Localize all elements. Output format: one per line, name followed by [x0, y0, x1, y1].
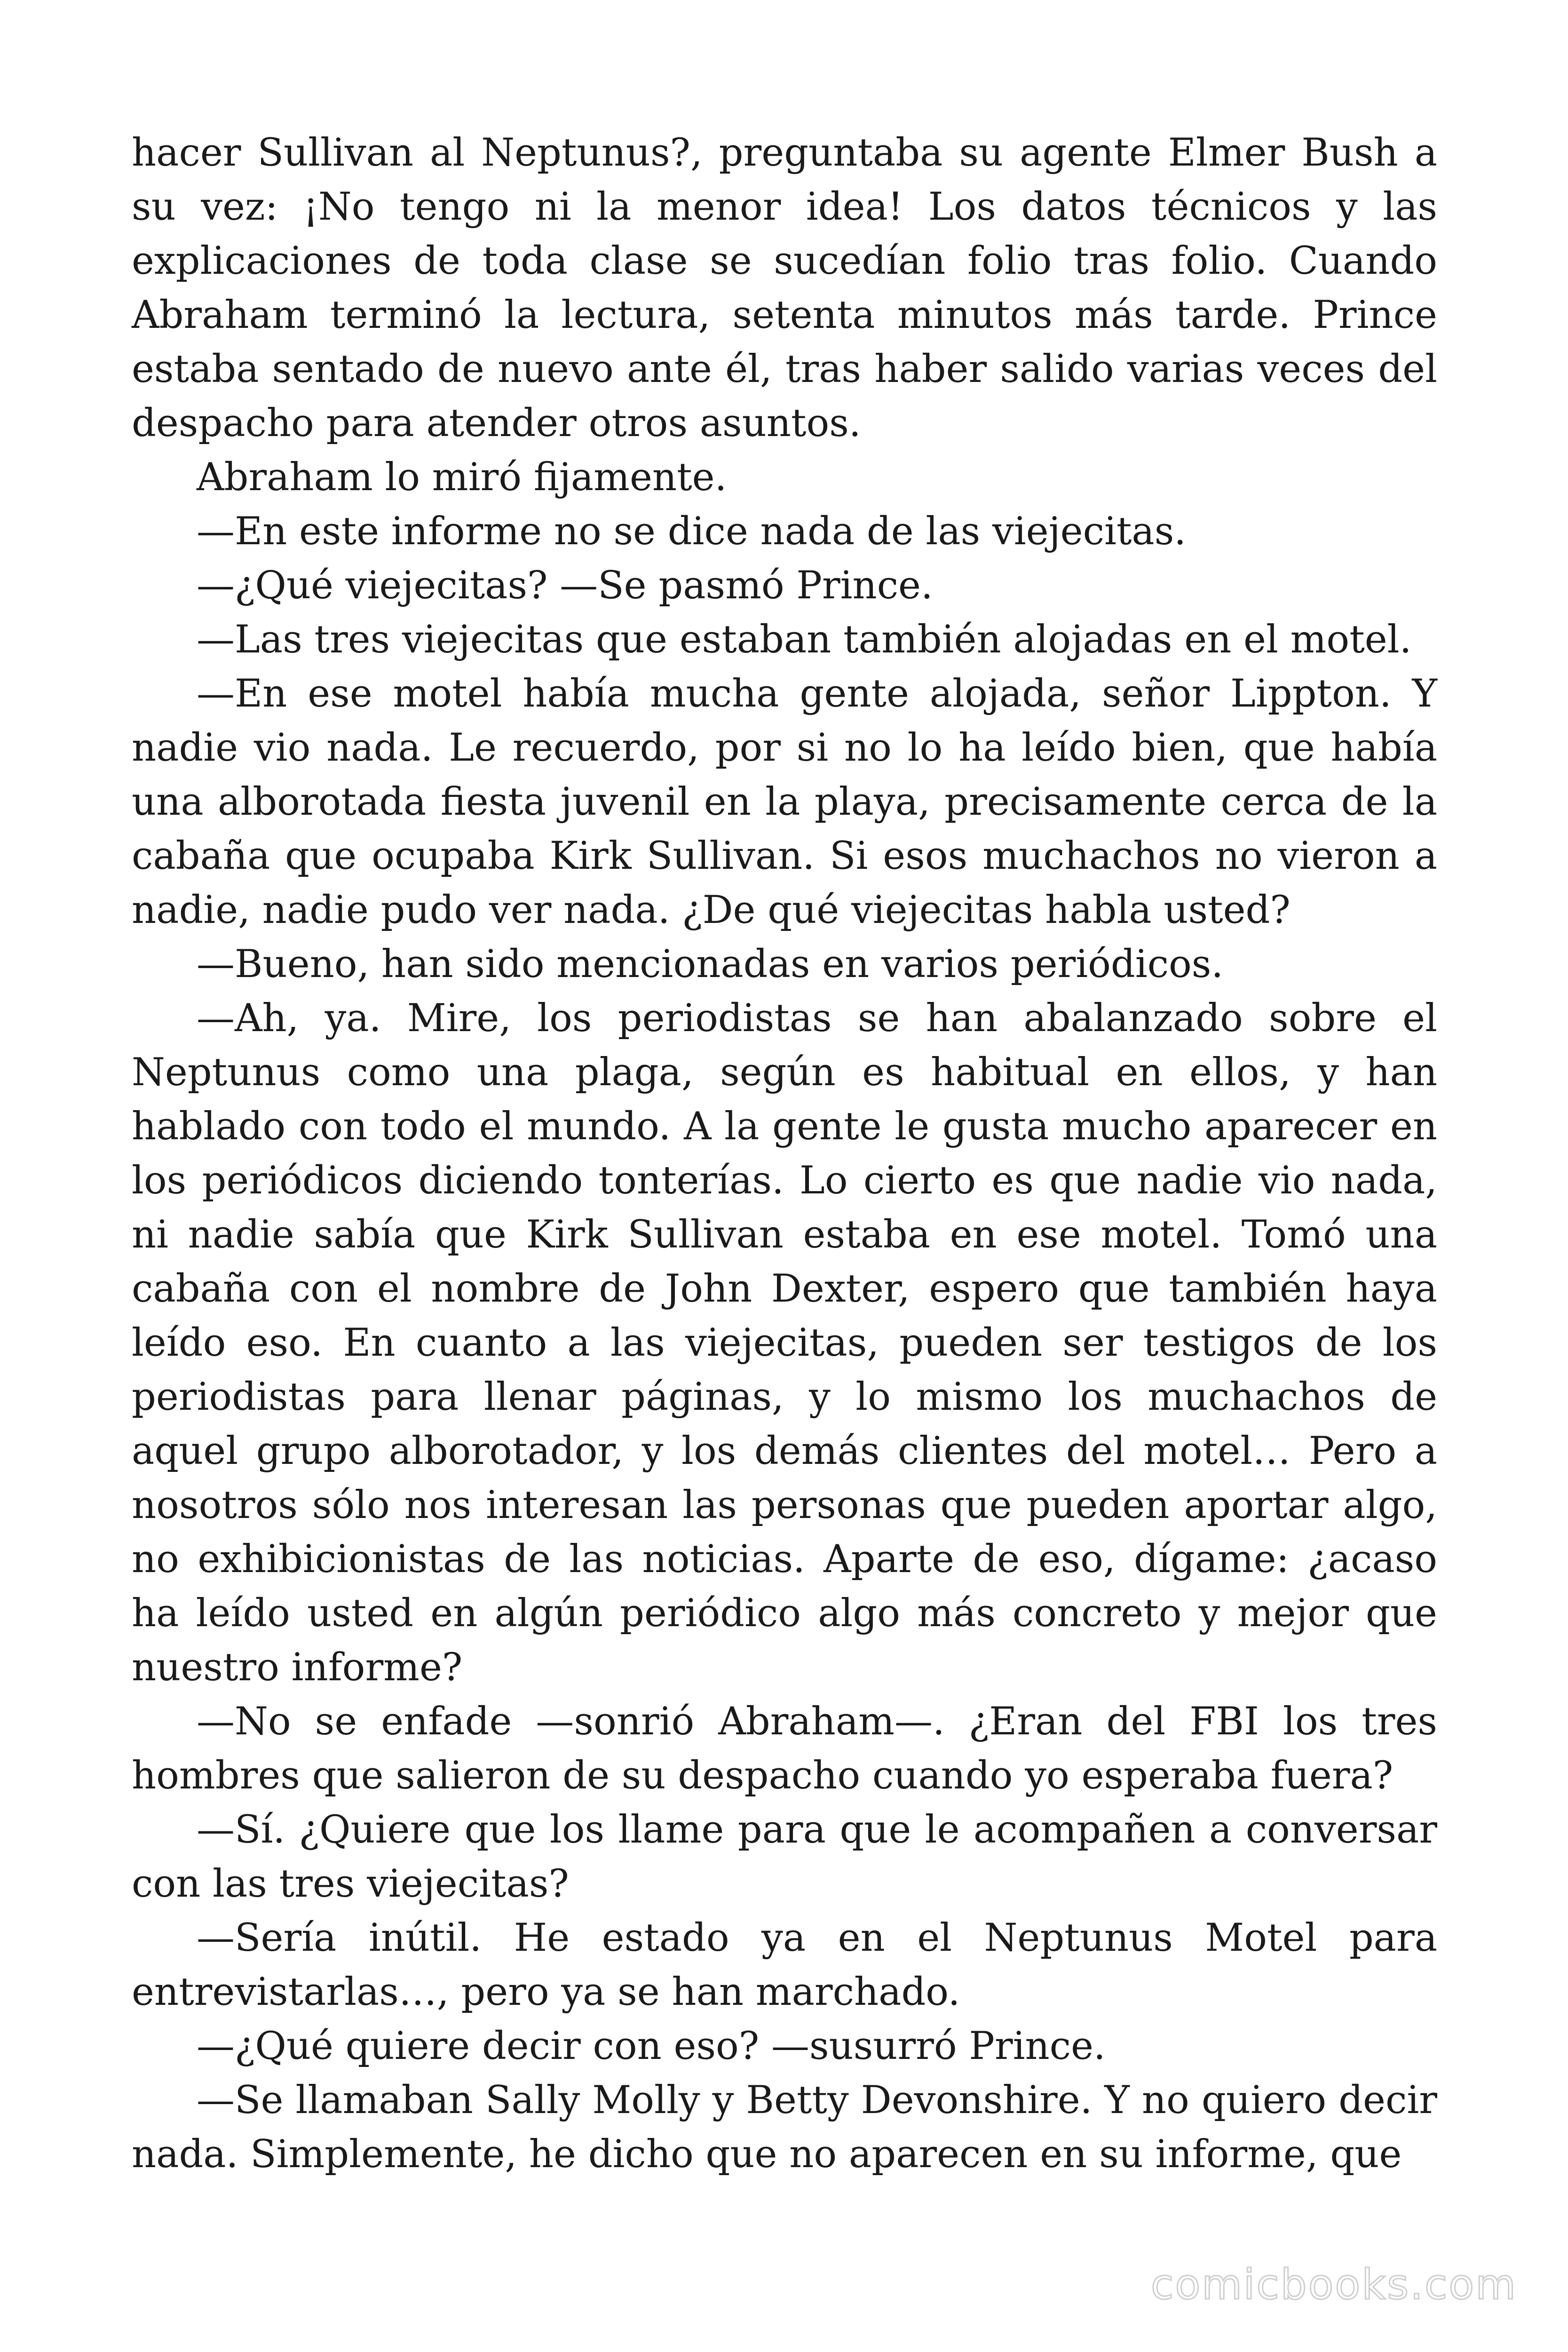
paragraph: —Sería inútil. He estado ya en el Neptunus Motel para entrevistarlas…, pero ya se han marchado. — [132, 1916, 1437, 2014]
paragraph: —Sí. ¿Quiere que los llame para que le acompañen a conversar con las tres viejecitas? — [132, 1808, 1437, 1906]
paragraph: —Se llamaban Sally Molly y Betty Devonshire. Y no quiero decir nada. Simplemente, he dicho que no aparecen en su informe, que — [132, 2078, 1437, 2177]
paragraph: —Ah, ya. Mire, los periodistas se han abalanzado sobre el Neptunus como una plaga, según es habitual en ellos, y han hablado con todo el mundo. A la gente le gusta mucho aparecer en los periódicos diciendo tonterías. Lo cierto es que nadie vio nada, ni nadie sabía que Kirk Sullivan estaba en ese motel. Tomó una cabaña con el nombre de John Dexter, espero que también haya leído eso. En cuanto a las viejecitas, pueden ser testigos de los periodistas para llenar páginas, y lo mismo los muchachos de aquel grupo alborotador, y los demás clientes del motel… Pero a nosotros sólo nos interesan las personas que pueden aportar algo, no exhibicionistas de las noticias. Aparte de eso, dígame: ¿acaso ha leído usted en algún periódico algo más concreto y mejor que nuestro informe? — [132, 996, 1437, 1690]
paragraph: —No se enfade —sonrió Abraham—. ¿Eran del FBI los tres hombres que salieron de su despacho cuando yo esperaba fuera? — [132, 1700, 1437, 1798]
paragraph: —En ese motel había mucha gente alojada, señor Lippton. Y nadie vio nada. Le recuerdo, por si no lo ha leído bien, que había una alborotada fiesta juvenil en la playa, precisamente cerca de la cabaña que ocupaba Kirk Sullivan. Si esos muchachos no vieron a nadie, nadie pudo ver nada. ¿De qué viejecitas habla usted? — [132, 672, 1437, 932]
paragraph: Abraham lo miró fijamente. — [197, 455, 727, 500]
paragraph: —En este informe no se dice nada de las viejecitas. — [197, 509, 1187, 554]
paragraph: —Las tres viejecitas que estaban también alojadas en el motel. — [197, 618, 1412, 662]
watermark-text: comicbooks.com — [1150, 2260, 1517, 2309]
paragraph: —¿Qué viejecitas? —Se pasmó Prince. — [197, 564, 933, 608]
paragraph: —¿Qué quiere decir con eso? —susurró Prince. — [197, 2024, 1106, 2068]
paragraph: hacer Sullivan al Neptunus?, preguntaba su agente Elmer Bush a su vez: ¡No tengo ni la menor idea! Los datos técnicos y las explicaciones de toda clase se sucedían folio tras folio. Cuando Abraham terminó la lectura, setenta minutos más tarde. Prince estaba sentado de nuevo ante él, tras haber salido varias veces del despacho para atender otros asuntos. — [132, 131, 1437, 445]
body-text — [132, 126, 1437, 2182]
paragraph: —Bueno, han sido mencionadas en varios periódicos. — [197, 942, 1224, 986]
